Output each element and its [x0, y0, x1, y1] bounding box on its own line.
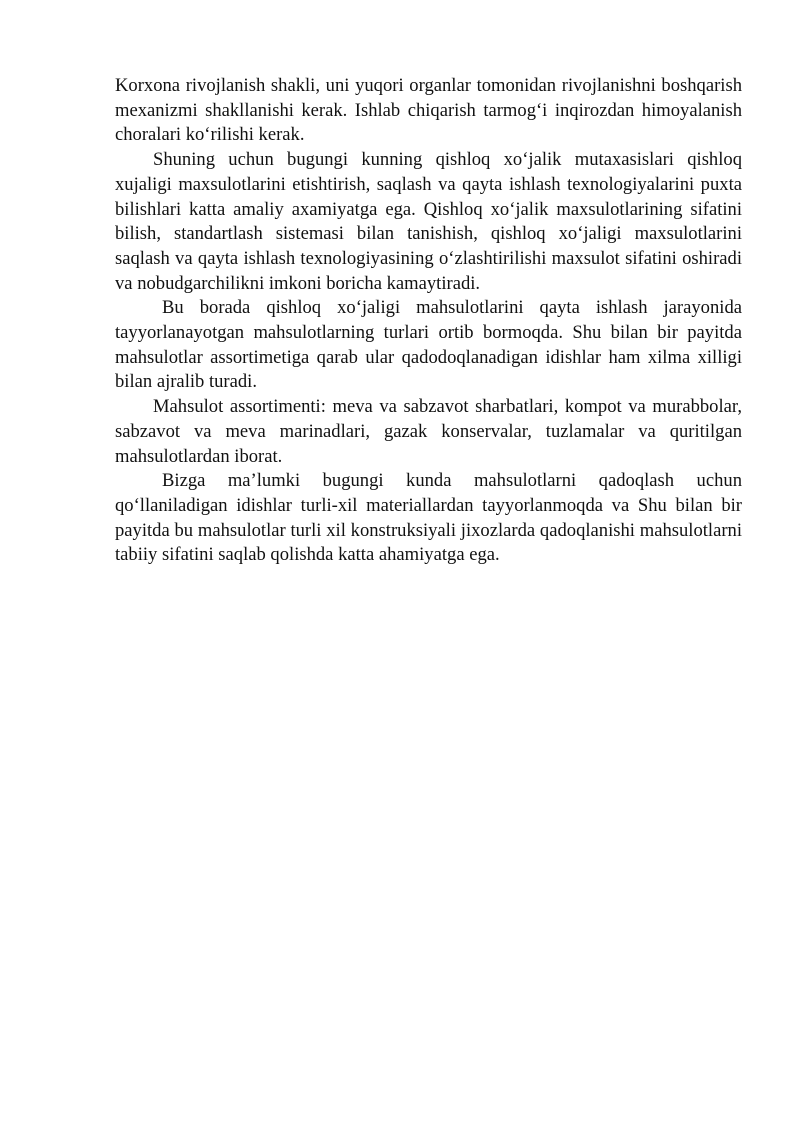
paragraph-5: Bizga ma’lumki bugungi kunda mahsulotlarni qadoqlash uchun qo‘llaniladigan idishlar turli-xil materiallardan tayyorlanmoqda va Shu bilan bir payitda bu mahsulotlar turli xil konstruksiyali jixozlarda qadoqlanishi mahsulotlarni tabiiy sifatini saqlab qolishda katta ahamiyatga ega.	[115, 470, 742, 566]
paragraph-3: Bu borada qishloq xo‘jaligi mahsulotlarini qayta ishlash jarayonida tayyorlanayotgan mahsulotlarning turlari ortib bormoqda. Shu bilan bir payitda mahsulotlar assortimetiga qarab ular qadodoqlanadigan idishlar ham xilma xilligi bilan ajralib turadi.	[115, 297, 742, 393]
document-body	[115, 74, 742, 568]
paragraph-2: Shuning uchun bugungi kunning qishloq xo‘jalik mutaxasislari qishloq xujaligi maxsulotlarini etishtirish, saqlash va qayta ishlash texnologiyalarini puxta bilishlari katta amaliy axamiyatga ega. Qishloq xo‘jalik maxsulotlarining sifatini bilish, standartlash sistemasi bilan tanishish, qishloq xo‘jaligi maxsulotlarini saqlash va qayta ishlash texnologiyasining o‘zlashtirilishi maxsulot sifatini oshiradi va nobudgarchilikni imkoni boricha kamaytiradi.	[115, 149, 742, 294]
paragraph-1: Korxona rivojlanish shakli, uni yuqori organlar tomonidan rivojlanishni boshqarish mexanizmi shakllanishi kerak. Ishlab chiqarish tarmog‘i inqirozdan himoyalanish choralari ko‘rilishi kerak.	[115, 75, 742, 146]
paragraph-4: Mahsulot assortimenti: meva va sabzavot sharbatlari, kompot va murabbolar, sabzavot va meva marinadlari, gazak konservalar, tuzlamalar va quritilgan mahsulotlardan iborat.	[115, 396, 742, 467]
